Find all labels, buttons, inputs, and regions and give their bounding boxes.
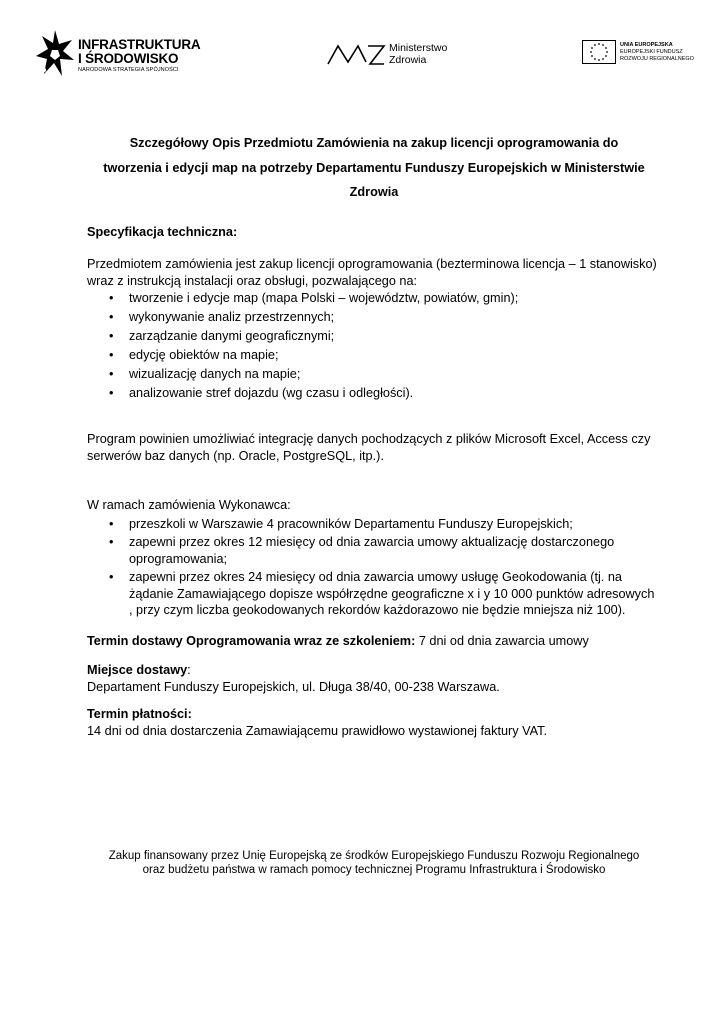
contractor-list: [87, 516, 661, 619]
infrastruktura-srodowisko-logo: [36, 26, 201, 82]
list-item-text: zapewni przez okres 12 miesięcy od dnia zawarcia umowy aktualizację dostarczonego oprogramowania;: [129, 535, 615, 566]
list-item: [87, 365, 661, 384]
contractor-intro: W ramach zamówienia Wykonawca:: [87, 498, 291, 513]
bullet-icon: •: [109, 386, 114, 401]
mz-mark-icon: [326, 42, 386, 66]
delivery-term-value: 7 dni od dnia zawarcia umowy: [415, 633, 589, 648]
payment-term-label: Termin płatności:: [87, 707, 192, 722]
page-footer: [60, 849, 688, 877]
bullet-icon: •: [109, 310, 114, 325]
delivery-place-label: Miejsce dostawy: [87, 663, 188, 678]
footer-line-2: oraz budżetu państwa w ramach pomocy technicznej Programu Infrastruktura i Środowisko: [142, 864, 606, 876]
delivery-place-colon: :: [187, 663, 191, 678]
delivery-term: [87, 633, 661, 650]
delivery-place: [87, 662, 661, 695]
list-item-text: tworzenie i edycje map (mapa Polski – województw, powiatów, gmin);: [129, 291, 519, 306]
list-item-text: przeszkoli w Warszawie 4 pracowników Departamentu Funduszy Europejskich;: [129, 516, 573, 531]
spec-heading: Specyfikacja techniczna:: [87, 224, 238, 239]
list-item-text: analizowanie stref dojazdu (wg czasu i odległości).: [129, 386, 414, 401]
eu-line-3: ROZWOJU REGIONALNEGO: [620, 55, 694, 62]
list-item: [87, 534, 661, 567]
ministerstwo-zdrowia-logo: [326, 40, 466, 70]
payment-term-value: 14 dni od dnia dostarczenia Zamawiającemu prawidłowo wystawionej faktury VAT.: [87, 723, 548, 738]
ois-line-3: NARODOWA STRATEGIA SPÓJNOŚCI: [78, 67, 179, 73]
ois-line-1: INFRASTRUKTURA: [78, 37, 201, 52]
intro-paragraph: Przedmiotem zamówienia jest zakup licencji oprogramowania (bezterminowa licencja – 1 stanowisko) wraz z instrukcją instalacji oraz obsługi, pozwalającego na:: [87, 257, 657, 288]
bullet-icon: •: [109, 291, 114, 306]
list-item-text: zapewni przez okres 24 miesięcy od dnia zawarcia umowy usługę Geokodowania (tj. na żądanie Zamawiającego dopisze współrzędne geograficzne x i y 10 000 punktów adresowych , przy czym liczba geokodowanych rekordów każdorazowo nie będzie mniejsza niż 100).: [129, 570, 655, 618]
list-item: [87, 327, 661, 346]
delivery-place-value: Departament Funduszy Europejskich, ul. Długa 38/40, 00-238 Warszawa.: [87, 679, 500, 694]
delivery-term-label: Termin dostawy Oprogramowania wraz ze szkoleniem:: [87, 633, 416, 648]
features-list: [87, 289, 661, 403]
ois-star-icon: [36, 30, 74, 78]
bullet-icon: •: [109, 516, 114, 531]
mz-line-2: Zdrowia: [389, 54, 427, 66]
list-item-text: wizualizację danych na mapie;: [129, 367, 301, 382]
bullet-icon: •: [109, 348, 114, 363]
list-item-text: edycję obiektów na mapie;: [129, 348, 279, 363]
title-line: tworzenia i edycji map na potrzeby Departamentu Funduszy Europejskich w Ministerstwie: [103, 160, 645, 175]
mz-line-1: Ministerstwo: [389, 42, 448, 54]
title-line: Szczegółowy Opis Przedmiotu Zamówienia na zakup licencji oprogramowania do: [129, 136, 619, 150]
document-title: [87, 131, 661, 205]
list-item: [87, 569, 661, 619]
bullet-icon: •: [109, 367, 114, 382]
list-item-text: zarządzanie danymi geograficznymi;: [129, 329, 335, 344]
eu-line-1: UNIA EUROPEJSKA: [620, 42, 673, 48]
list-item: [87, 384, 661, 403]
document-body: [87, 131, 661, 739]
unia-europejska-logo: [582, 40, 692, 68]
list-item: [87, 346, 661, 365]
footer-line-1: Zakup finansowany przez Unię Europejską ze środków Europejskiego Funduszu Rozwoju Regionalnego: [108, 850, 640, 862]
eu-line-2: EUROPEJSKI FUNDUSZ: [620, 49, 683, 55]
list-item: [87, 516, 661, 533]
title-line: Zdrowia: [349, 185, 399, 200]
page-header: [0, 24, 725, 86]
bullet-icon: •: [109, 570, 114, 585]
ois-line-2: I ŚRODOWISKO: [78, 51, 179, 66]
list-item: [87, 289, 661, 308]
eu-flag-icon: [582, 40, 616, 64]
list-item-text: wykonywanie analiz przestrzennych;: [129, 310, 335, 325]
program-paragraph: Program powinien umożliwiać integrację danych pochodzących z plików Microsoft Excel, Access czy serwerów baz danych (np. Oracle, PostgreSQL, itp.).: [87, 432, 651, 463]
bullet-icon: •: [109, 535, 114, 550]
payment-term: [87, 706, 661, 739]
bullet-icon: •: [109, 329, 114, 344]
list-item: [87, 308, 661, 327]
